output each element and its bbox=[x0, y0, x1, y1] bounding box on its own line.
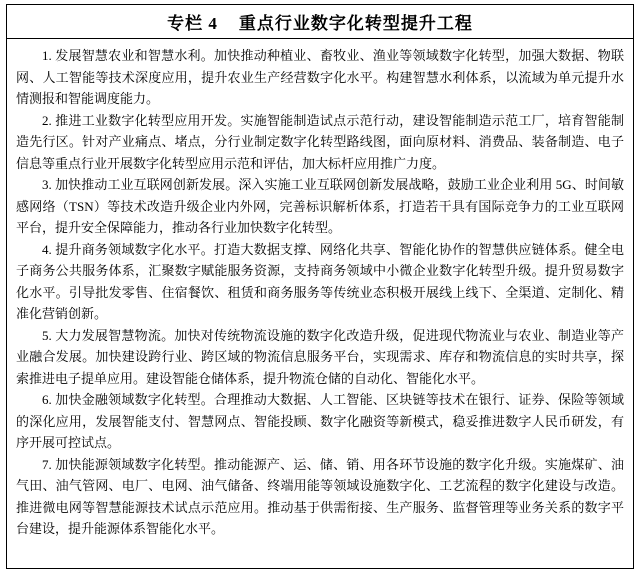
paragraph-1: 1. 发展智慧农业和智慧水利。加快推动种植业、畜牧业、渔业等领域数字化转型，加强大数据、物联网、人工智能等技术深度应用，提升农业生产经营数字化水平。构建智慧水利体系，以流域为单元提升水情测报和智能调度能力。 bbox=[16, 48, 624, 106]
paragraph-5: 5. 大力发展智慧物流。加快对传统物流设施的数字化改造升级，促进现代物流业与农业、制造业等产业融合发展。加快建设跨行业、跨区域的物流信息服务平台，实现需求、库存和物流信息的实时共享，探索推进电子提单应用。建设智能仓储体系，提升物流仓储的自动化、智能化水平。 bbox=[16, 327, 624, 386]
paragraph-3: 3. 加快推动工业互联网创新发展。深入实施工业互联网创新发展战略，鼓励工业企业利用 5G、时间敏感网络（TSN）等技术改造升级企业内外网，完善标识解析体系，打造若干具有国际竞争力的工业互联网平台，提升安全保障能力，推动各行业加快数字化转型。 bbox=[16, 177, 624, 235]
box-body bbox=[7, 39, 633, 544]
paragraph-6: 6. 加快金融领域数字化转型。合理推动大数据、人工智能、区块链等技术在银行、证券、保险等领域的深化应用，发展智能支付、智慧网点、智能投顾、数字化融资等新模式，稳妥推进数字人民币研发，有序开展可控试点。 bbox=[16, 392, 624, 450]
box-title: 专栏 4 重点行业数字化转型提升工程 bbox=[167, 14, 473, 33]
paragraph-7: 7. 加快能源领域数字化转型。推动能源产、运、储、销、用各环节设施的数字化升级。实施煤矿、油气田、油气管网、电厂、电网、油气储备、终端用能等领域设施数字化、工艺流程的数字化建设与改造。推进微电网等智慧能源技术试点示范应用。推动基于供需衔接、生产服务、监督管理等业务关系的数字平台建设，提升能源体系智能化水平。 bbox=[16, 456, 624, 536]
feature-box bbox=[6, 4, 634, 569]
paragraph-4: 4. 提升商务领域数字化水平。打造大数据支撑、网络化共享、智能化协作的智慧供应链体系。健全电子商务公共服务体系，汇聚数字赋能服务资源，支持商务领域中小微企业数字化转型升级。提升贸易数字化水平。引导批发零售、住宿餐饮、租赁和商务服务等传统业态积极开展线上线下、全渠道、定制化、精准化营销创新。 bbox=[16, 241, 624, 321]
box-title-bar bbox=[7, 5, 633, 39]
paragraph-2: 2. 推进工业数字化转型应用开发。实施智能制造试点示范行动，建设智能制造示范工厂，培育智能制造先行区。针对产业痛点、堵点，分行业制定数字化转型路线图，面向原材料、消费品、装备制造、电子信息等重点行业开展数字化转型应用示范和评估，加大标杆应用推广力度。 bbox=[16, 112, 624, 171]
